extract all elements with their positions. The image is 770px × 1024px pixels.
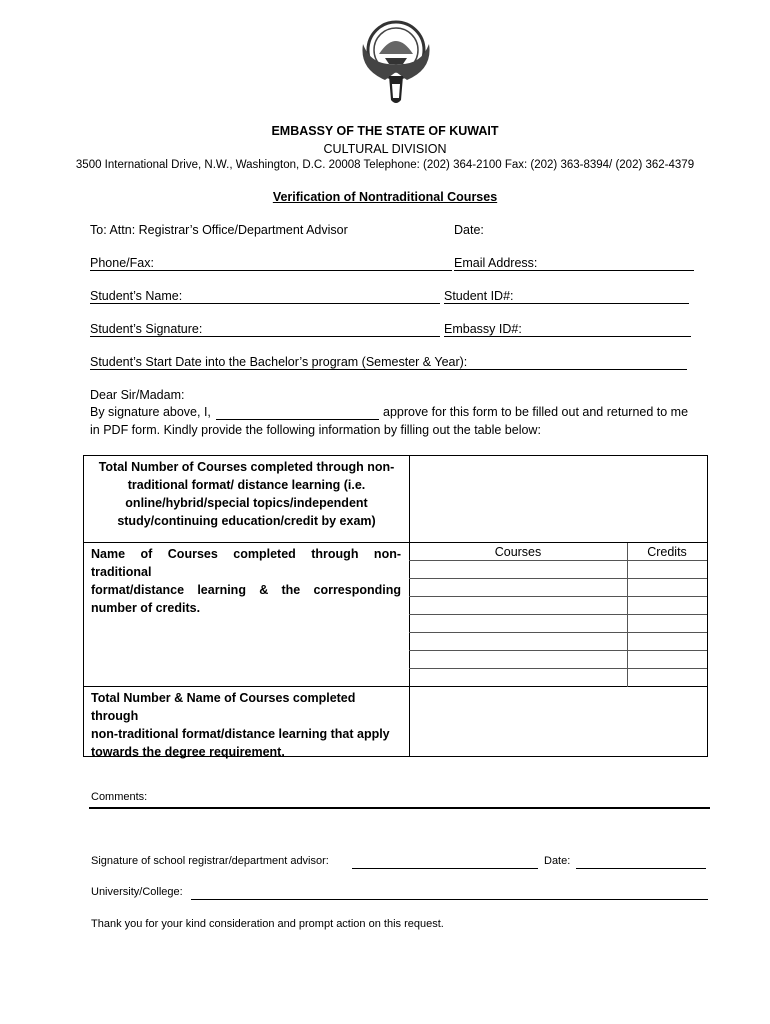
phone-fax-line[interactable] — [90, 270, 452, 271]
question-line: study/continuing education/credit by exam) — [117, 514, 376, 528]
degree-courses-question — [91, 689, 406, 761]
embassy-id-label: Embassy ID#: — [444, 322, 522, 336]
question-line: traditional format/ distance learning (i.e. — [127, 478, 366, 492]
student-signature-line[interactable] — [90, 336, 440, 337]
credits-column-divider — [627, 543, 628, 687]
question-line: number of credits. — [91, 601, 201, 615]
question-line: non-traditional format/distance learning that apply — [91, 727, 390, 741]
registrar-date-label: Date: — [544, 855, 571, 867]
table-row-divider — [84, 686, 707, 687]
course-row-line[interactable] — [409, 596, 707, 597]
embassy-address: 3500 International Drive, N.W., Washington, D.C. 20008 Telephone: (202) 364-2100 Fax: (202) 363-8394/ (202) 362-4379 — [75, 159, 695, 171]
course-row-line[interactable] — [409, 578, 707, 579]
university-line[interactable] — [191, 899, 708, 900]
division-name: CULTURAL DIVISION — [323, 142, 447, 156]
student-name-blank[interactable] — [216, 419, 379, 420]
comments-label: Comments: — [91, 791, 148, 803]
embassy-name: EMBASSY OF THE STATE OF KUWAIT — [271, 124, 499, 138]
total-courses-answer[interactable] — [411, 458, 705, 540]
student-name-line[interactable] — [90, 303, 440, 304]
email-label: Email Address: — [454, 256, 538, 270]
greeting: Dear Sir/Madam: — [90, 388, 185, 402]
university-label: University/College: — [91, 886, 183, 898]
consent-text-end: approve for this form to be filled out and returned to me — [383, 405, 689, 419]
question-line: format/distance learning & the corresponding — [91, 583, 401, 597]
credits-column-header: Credits — [647, 545, 687, 559]
table-column-divider — [409, 456, 410, 756]
start-date-line[interactable] — [90, 369, 687, 370]
table-row-divider — [84, 542, 707, 543]
student-name-label: Student’s Name: — [90, 289, 183, 303]
consent-text-start: By signature above, I, — [90, 405, 211, 419]
registrar-signature-label: Signature of school registrar/department advisor: — [91, 855, 329, 867]
student-signature-label: Student’s Signature: — [90, 322, 203, 336]
degree-courses-answer[interactable] — [411, 688, 705, 754]
course-row-line[interactable] — [409, 668, 707, 669]
student-id-label: Student ID#: — [444, 289, 514, 303]
student-id-line[interactable] — [444, 303, 689, 304]
course-row-line[interactable] — [409, 614, 707, 615]
start-date-label: Student’s Start Date into the Bachelor’s program (Semester & Year): — [90, 355, 468, 369]
instruction-text: in PDF form. Kindly provide the following information by filling out the table below: — [90, 423, 541, 437]
registrar-date-line[interactable] — [576, 868, 706, 869]
to-label: To: Attn: Registrar’s Office/Department Advisor — [90, 223, 348, 237]
course-row-line[interactable] — [409, 560, 707, 561]
embassy-id-line[interactable] — [444, 336, 691, 337]
question-line: online/hybrid/special topics/independent — [125, 496, 368, 510]
thank-you-note: Thank you for your kind consideration and prompt action on this request. — [91, 918, 444, 930]
form-title: Verification of Nontraditional Courses — [272, 190, 498, 204]
courses-column-header: Courses — [494, 545, 542, 559]
course-row-line[interactable] — [409, 650, 707, 651]
course-names-question — [91, 545, 401, 617]
question-line: towards the degree requirement. — [91, 745, 285, 759]
phone-fax-label: Phone/Fax: — [90, 256, 154, 270]
kuwait-emblem-seal — [355, 14, 437, 110]
question-line: Total Number & Name of Courses completed through — [91, 691, 356, 723]
question-line: Name of Courses completed through non-traditional — [91, 547, 401, 579]
total-courses-question — [84, 458, 409, 530]
email-line[interactable] — [454, 270, 694, 271]
courses-table — [83, 455, 708, 757]
course-row-line[interactable] — [409, 632, 707, 633]
question-line: Total Number of Courses completed through non- — [98, 460, 395, 474]
date-label: Date: — [454, 223, 484, 237]
comments-line[interactable] — [89, 807, 710, 809]
registrar-signature-line[interactable] — [352, 868, 538, 869]
